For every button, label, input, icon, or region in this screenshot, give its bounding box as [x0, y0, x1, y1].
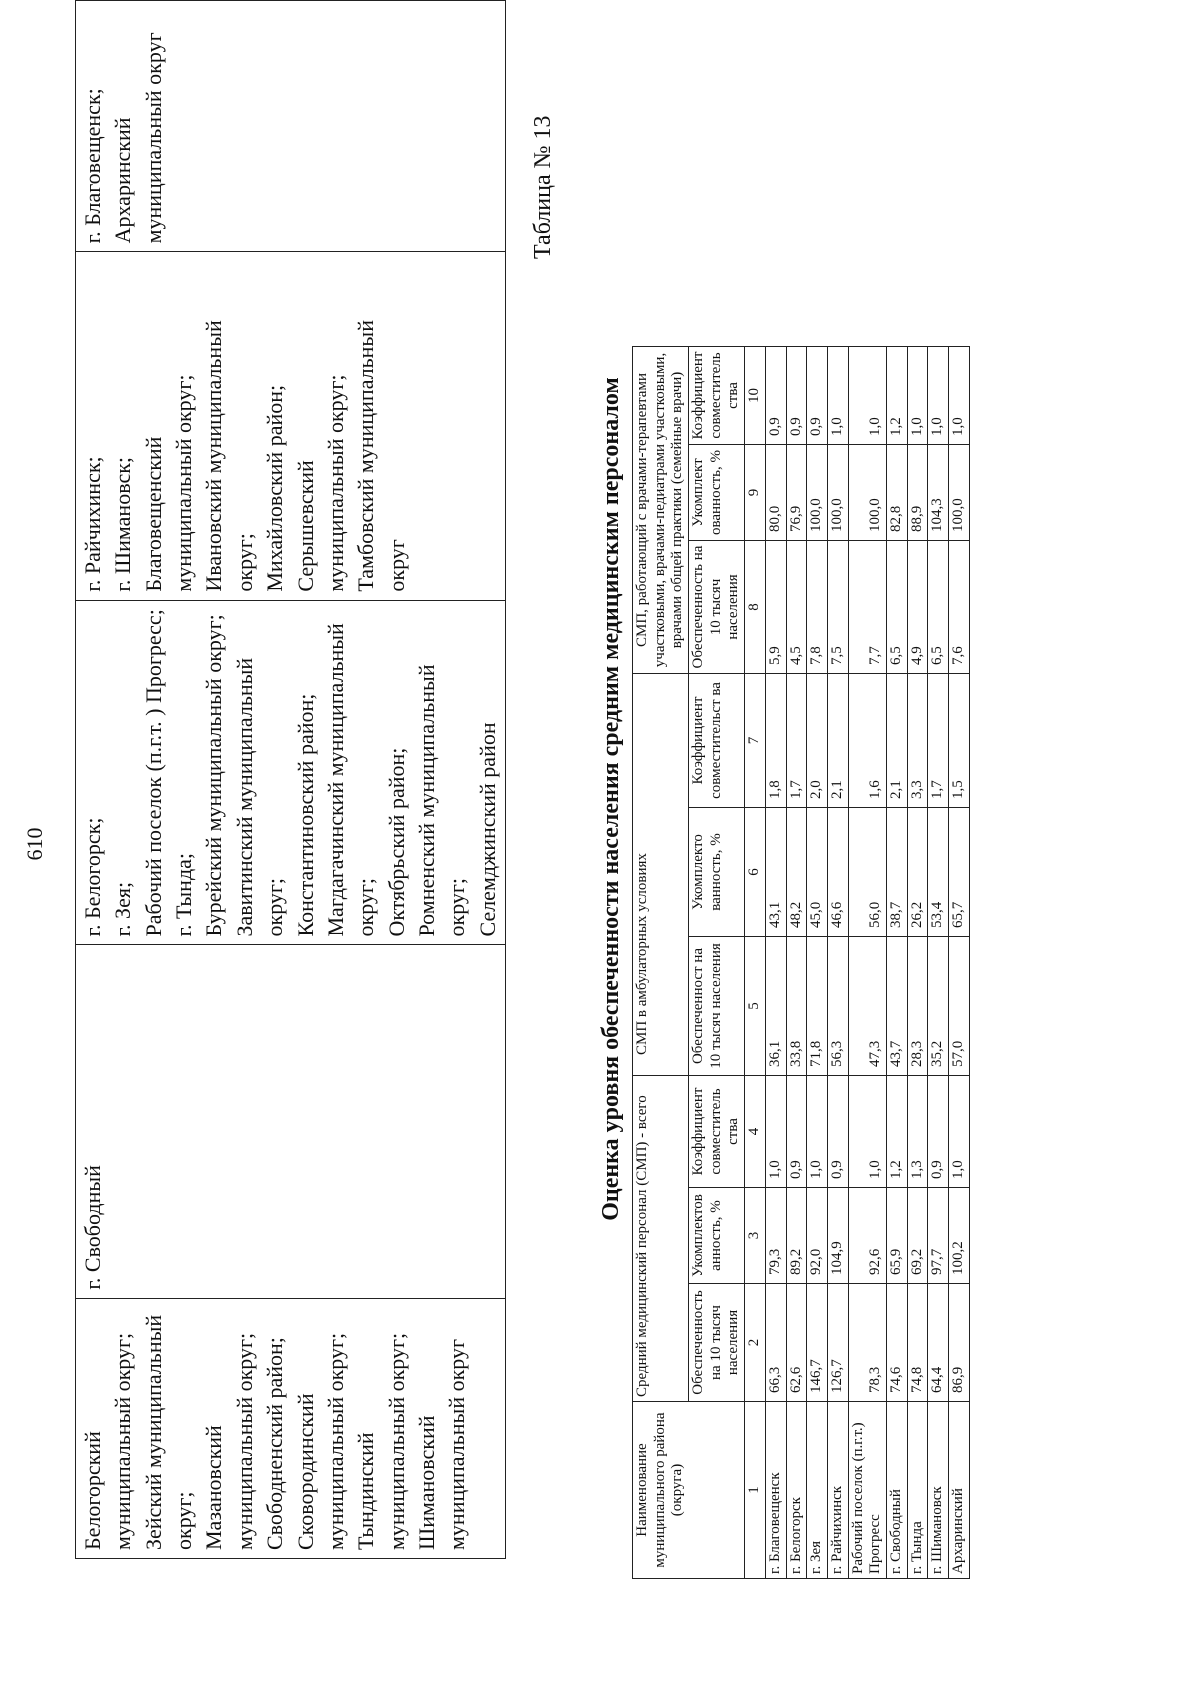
district-entry: г. Райчихинск;: [80, 456, 105, 592]
table-cell: 1,0: [848, 1076, 886, 1188]
column-number: 5: [745, 937, 766, 1076]
table-cell: 36,1: [765, 937, 786, 1076]
table-cell: 1,6: [848, 674, 886, 808]
table-cell: 88,9: [907, 445, 928, 541]
table-cell: 5,9: [765, 541, 786, 674]
table-cell: 1,0: [928, 347, 949, 445]
header-name: Наименование муниципального района (округа): [633, 1402, 745, 1579]
group-header-total: Средний медицинский персонал (СМП) - всего: [633, 1076, 689, 1402]
column-subheader: Обеспеченность на 10 тысяч населения: [689, 1284, 745, 1402]
table-cell: 1,7: [786, 674, 807, 808]
district-entry: муниципальный округ;: [110, 1332, 136, 1550]
table-cell: 0,9: [786, 1076, 807, 1188]
table-title: Оценка уровня обеспеченности населения средним медицинским персоналом: [598, 377, 624, 1221]
column-number: 7: [745, 674, 766, 808]
table-cell: 100,2: [949, 1188, 970, 1284]
row-name: г. Райчихинск: [827, 1402, 848, 1579]
table-cell: 28,3: [907, 937, 928, 1076]
table-cell: 56,3: [827, 937, 848, 1076]
column-subheader: Коэффициент совместитель ства: [689, 1076, 745, 1188]
table-cell: 2,1: [827, 674, 848, 808]
district-entry: Серышевский: [292, 460, 318, 592]
district-entry: Рабочий поселок (п.г.т. ) Прогресс;: [140, 609, 166, 937]
table-cell: 47,3: [848, 937, 886, 1076]
table-cell: 57,0: [949, 937, 970, 1076]
table-cell: 0,9: [827, 1076, 848, 1188]
district-entry: Тамбовский муниципальный: [353, 320, 379, 592]
column-subheader: Укомплекто ванность, %: [689, 808, 745, 937]
table-cell: 7,8: [807, 541, 828, 674]
column-number: 10: [745, 347, 766, 445]
district-group-cell: [76, 1, 506, 252]
table-cell: 1,0: [807, 1076, 828, 1188]
table-row: [907, 347, 928, 1579]
table-cell: 62,6: [786, 1284, 807, 1402]
table-cell: 79,3: [765, 1188, 786, 1284]
district-entry: Магдагачинский муниципальный: [322, 623, 348, 937]
table-cell: 0,9: [765, 347, 786, 445]
table-cell: 1,3: [907, 1076, 928, 1188]
district-group-cell: [76, 945, 506, 1298]
table-cell: 7,5: [827, 541, 848, 674]
district-groups-table: [75, 0, 506, 1559]
district-entry: муниципальный округ;: [171, 374, 197, 592]
table-row: [928, 347, 949, 1579]
table-cell: 86,9: [949, 1284, 970, 1402]
district-entry: Октябрьский район;: [383, 747, 409, 937]
column-number: 1: [745, 1402, 766, 1579]
table-cell: 126,7: [827, 1284, 848, 1402]
district-entry: г. Тында;: [171, 852, 197, 937]
table-cell: 146,7: [807, 1284, 828, 1402]
district-entry: Сковородинский: [292, 1393, 318, 1550]
table-cell: 48,2: [786, 808, 807, 937]
group-header-outpatient: СМП в амбулаторных условиях: [633, 674, 689, 1076]
table-cell: 0,9: [928, 1076, 949, 1188]
column-number: 3: [745, 1188, 766, 1284]
table-cell: 100,0: [807, 445, 828, 541]
column-subheader: Обеспеченност на 10 тысяч населения: [689, 937, 745, 1076]
district-entry: г. Шимановск;: [110, 456, 136, 592]
table-cell: 104,3: [928, 445, 949, 541]
district-entry: муниципальный округ;: [383, 1332, 409, 1550]
table-cell: 3,3: [907, 674, 928, 808]
table-cell: 56,0: [848, 808, 886, 937]
district-entry: Благовещенский: [140, 436, 166, 592]
group-header-primary-care: СМП, работающий с врачами-терапевтами участковыми, врачами-педиатрами участковыми, врачами общей практики (семейные врачи): [633, 347, 689, 674]
table-caption: Таблица № 13: [530, 115, 556, 259]
table-cell: 100,0: [827, 445, 848, 541]
row-name: Архаринский: [949, 1402, 970, 1579]
district-entry: Константиновский район;: [292, 693, 318, 937]
table-cell: 92,0: [807, 1188, 828, 1284]
group-header-row: [633, 347, 689, 1579]
table-row: [848, 347, 886, 1579]
table-cell: 35,2: [928, 937, 949, 1076]
district-entry: г. Свободный: [80, 1165, 105, 1290]
district-entry: Ромненский муниципальный: [413, 664, 439, 937]
district-entry: Мазановский: [201, 1425, 227, 1550]
district-entry: г. Благовещенск;: [80, 88, 105, 244]
table-cell: 43,7: [886, 937, 907, 1076]
table-row: [786, 347, 807, 1579]
district-group-cell: [76, 1298, 506, 1558]
district-entry: муниципальный округ: [444, 1338, 470, 1550]
district-group-cell: [76, 600, 506, 945]
table-cell: 0,9: [786, 347, 807, 445]
table-cell: 1,2: [886, 347, 907, 445]
table-cell: 0,9: [807, 347, 828, 445]
table-cell: 1,0: [765, 1076, 786, 1188]
table-cell: 100,0: [949, 445, 970, 541]
district-groups-row: [76, 1, 506, 1559]
table-cell: 64,4: [928, 1284, 949, 1402]
table-cell: 45,0: [807, 808, 828, 937]
column-number-row: [745, 347, 766, 1579]
district-entry: муниципальный округ;: [322, 1332, 348, 1550]
district-entry: Ивановский муниципальный: [201, 320, 227, 592]
district-entry: Архаринский: [110, 117, 136, 244]
table-row: [807, 347, 828, 1579]
column-number: 2: [745, 1284, 766, 1402]
table-cell: 4,9: [907, 541, 928, 674]
district-entry: Свободненский район;: [262, 1337, 288, 1550]
table-cell: 1,0: [848, 347, 886, 445]
column-number: 6: [745, 808, 766, 937]
column-subheader: Укомплект ованность, %: [689, 445, 745, 541]
table-cell: 80,0: [765, 445, 786, 541]
page-number: 610: [22, 827, 47, 861]
district-entry: округ;: [171, 1491, 197, 1550]
staffing-table: [632, 346, 970, 1579]
district-entry: Тындинский: [353, 1432, 379, 1550]
table-cell: 66,3: [765, 1284, 786, 1402]
row-name: Рабочий поселок (п.г.т.) Прогресс: [848, 1402, 886, 1579]
table-cell: 104,9: [827, 1188, 848, 1284]
table-cell: 1,2: [886, 1076, 907, 1188]
table-cell: 65,7: [949, 808, 970, 937]
table-cell: 1,0: [827, 347, 848, 445]
table-cell: 46,6: [827, 808, 848, 937]
district-entry: округ;: [444, 877, 470, 937]
table-cell: 38,7: [886, 808, 907, 937]
table-cell: 92,6: [848, 1188, 886, 1284]
district-entry: г. Зея;: [110, 881, 136, 937]
column-number: 9: [745, 445, 766, 541]
table-cell: 71,8: [807, 937, 828, 1076]
row-name: г. Благовещенск: [765, 1402, 786, 1579]
table-row: [827, 347, 848, 1579]
table-cell: 1,8: [765, 674, 786, 808]
table-cell: 2,1: [886, 674, 907, 808]
district-entry: Белогорский: [80, 1431, 105, 1550]
table-cell: 1,0: [949, 1076, 970, 1188]
column-number: 4: [745, 1076, 766, 1188]
table-cell: 1,0: [949, 347, 970, 445]
table-cell: 1,7: [928, 674, 949, 808]
table-cell: 69,2: [907, 1188, 928, 1284]
column-subheader: Коэффициент совместительст ва: [689, 674, 745, 808]
subheader-row: [689, 347, 745, 1579]
row-name: г. Белогорск: [786, 1402, 807, 1579]
district-entry: округ;: [262, 877, 288, 937]
district-entry: округ;: [353, 877, 379, 937]
table-cell: 33,8: [786, 937, 807, 1076]
table-cell: 65,9: [886, 1188, 907, 1284]
district-entry: г. Белогорск;: [80, 817, 105, 937]
district-group-cell: [76, 252, 506, 600]
table-row: [949, 347, 970, 1579]
column-number: 8: [745, 541, 766, 674]
table-cell: 1,5: [949, 674, 970, 808]
table-cell: 74,6: [886, 1284, 907, 1402]
table-cell: 7,6: [949, 541, 970, 674]
table-cell: 100,0: [848, 445, 886, 541]
district-entry: Шимановский: [413, 1415, 439, 1550]
district-entry: Михайловский район;: [262, 384, 288, 592]
district-entry: муниципальный округ;: [231, 1332, 257, 1550]
column-subheader: Укомплектов анность, %: [689, 1188, 745, 1284]
table-cell: 6,5: [928, 541, 949, 674]
table-cell: 97,7: [928, 1188, 949, 1284]
table-cell: 89,2: [786, 1188, 807, 1284]
district-entry: муниципальный округ: [140, 32, 166, 244]
row-name: г. Зея: [807, 1402, 828, 1579]
table-cell: 4,5: [786, 541, 807, 674]
table-cell: 2,0: [807, 674, 828, 808]
table-row: [886, 347, 907, 1579]
table-cell: 26,2: [907, 808, 928, 937]
table-cell: 43,1: [765, 808, 786, 937]
column-subheader: Обеспеченность на 10 тысяч населения: [689, 541, 745, 674]
table-cell: 76,9: [786, 445, 807, 541]
row-name: г. Тында: [907, 1402, 928, 1579]
table-cell: 6,5: [886, 541, 907, 674]
district-entry: округ;: [231, 533, 257, 592]
table-cell: 1,0: [907, 347, 928, 445]
district-entry: округ: [383, 539, 409, 592]
district-entry: Зейский муниципальный: [140, 1314, 166, 1550]
district-entry: муниципальный округ;: [322, 374, 348, 592]
table-cell: 78,3: [848, 1284, 886, 1402]
column-subheader: Коэффициент совместитель ства: [689, 347, 745, 445]
table-cell: 7,7: [848, 541, 886, 674]
district-entry: Селемджинский район: [474, 722, 500, 937]
district-entry: Завитинский муниципальный: [231, 657, 257, 937]
row-name: г. Свободный: [886, 1402, 907, 1579]
table-row: [765, 347, 786, 1579]
row-name: г. Шимановск: [928, 1402, 949, 1579]
table-cell: 53,4: [928, 808, 949, 937]
table-cell: 74,8: [907, 1284, 928, 1402]
district-entry: Бурейский муниципальный округ;: [201, 614, 227, 937]
table-cell: 82,8: [886, 445, 907, 541]
